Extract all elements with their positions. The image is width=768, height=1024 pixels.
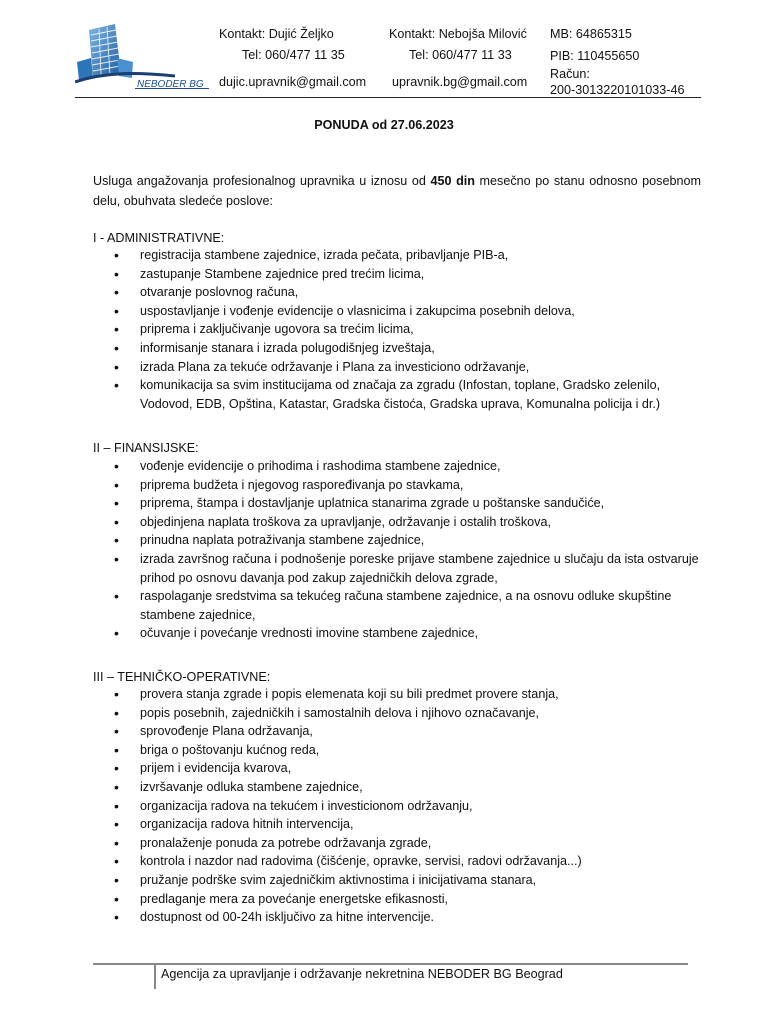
list-item: • prinudna naplata potraživanja stambene zajednice, xyxy=(112,531,702,550)
list-technical xyxy=(112,685,702,927)
section-heading-technical: III – TEHNIČKO-OPERATIVNE: xyxy=(93,670,271,684)
list-item: • zastupanje Stambene zajednice pred trećim licima, xyxy=(112,265,702,284)
contact2-email[interactable]: upravnik.bg@gmail.com xyxy=(392,75,528,89)
svg-text:NEBODER BG: NEBODER BG xyxy=(137,79,204,90)
list-item: • registracija stambene zajednice, izrada pečata, pribavljanje PIB-a, xyxy=(112,246,702,265)
list-item: • organizacija radova hitnih intervencija, xyxy=(112,815,702,834)
list-item: • prijem i evidencija kvarova, xyxy=(112,759,702,778)
company-racun: 200-3013220101033-46 xyxy=(550,83,685,97)
list-financial xyxy=(112,457,702,643)
document-title: PONUDA od 27.06.2023 xyxy=(314,118,454,132)
intro-text-before: Usluga angažovanja profesionalnog upravnika u iznosu od xyxy=(93,174,431,188)
contact1-tel: Tel: 060/477 11 35 xyxy=(242,48,345,62)
list-item: • briga o poštovanju kućnog reda, xyxy=(112,741,702,760)
contact1-name: Kontakt: Dujić Željko xyxy=(219,27,334,41)
intro-text-after: mesečno po stanu odnosno posebnom delu, obuhvata sledeće poslove: xyxy=(93,174,701,208)
list-item: • predlaganje mera za povećanje energetske efikasnosti, xyxy=(112,890,702,909)
contact2-name: Kontakt: Nebojša Milović xyxy=(389,27,527,41)
header-divider xyxy=(75,97,701,98)
list-item: • popis posebnih, zajedničkih i samostalnih delova i njihovo označavanje, xyxy=(112,704,702,723)
section-heading-financial: II – FINANSIJSKE: xyxy=(93,441,199,455)
list-item: • sprovođenje Plana održavanja, xyxy=(112,722,702,741)
neboder-bg-logo xyxy=(75,24,210,90)
list-item: • izvršavanje odluka stambene zajednice, xyxy=(112,778,702,797)
list-item: • priprema i zaključivanje ugovora sa trećim licima, xyxy=(112,320,702,339)
list-item: • izrada Plana za tekuće održavanje i Plana za investiciono održavanje, xyxy=(112,358,702,377)
company-mb: MB: 64865315 xyxy=(550,27,632,41)
contact2-tel: Tel: 060/477 11 33 xyxy=(409,48,512,62)
list-item: • priprema, štampa i dostavljanje uplatnica stanarima zgrade u poštanske sandučiće, xyxy=(112,494,702,513)
contact1-email[interactable]: dujic.upravnik@gmail.com xyxy=(219,75,367,89)
section-heading-administrative: I - ADMINISTRATIVNE: xyxy=(93,231,225,245)
footer-vertical-bar xyxy=(154,965,156,989)
footer-agency-name: Agencija za upravljanje i održavanje nekretnina NEBODER BG Beograd xyxy=(161,967,563,981)
list-administrative xyxy=(112,246,702,413)
company-racun-label: Račun: xyxy=(550,67,590,81)
list-item: • informisanje stanara i izrada polugodišnjeg izveštaja, xyxy=(112,339,702,358)
intro-paragraph xyxy=(93,172,701,211)
list-item: • očuvanje i povećanje vrednosti imovine stambene zajednice, xyxy=(112,624,702,643)
company-pib: PIB: 110455650 xyxy=(550,49,640,63)
list-item: • izrada završnog računa i podnošenje poreske prijave stambene zajednice u slučaju da ista ostvaruje prihod po osnovu davanja pod zakup zajedničkih delova zgrade, xyxy=(112,550,702,587)
footer-divider xyxy=(93,963,688,965)
list-item: • priprema budžeta i njegovog raspoređivanja po stavkama, xyxy=(112,476,702,495)
list-item: • uspostavljanje i vođenje evidencije o vlasnicima i zakupcima posebnih delova, xyxy=(112,302,702,321)
list-item: • dostupnost od 00-24h isključivo za hitne intervencije. xyxy=(112,908,702,927)
intro-amount: 450 din xyxy=(430,174,475,188)
list-item: • pronalaženje ponuda za potrebe održavanja zgrade, xyxy=(112,834,702,853)
list-item: • komunikacija sa svim institucijama od značaja za zgradu (Infostan, toplane, Gradsko zelenilo, Vodovod, EDB, Opština, Katastar, Gradska čistoća, Gradska uprava, Komunalna policija i dr.) xyxy=(112,376,702,413)
list-item: • provera stanja zgrade i popis elemenata koji su bili predmet provere stanja, xyxy=(112,685,702,704)
list-item: • kontrola i nazdor nad radovima (čišćenje, opravke, servisi, radovi održavanja...) xyxy=(112,852,702,871)
list-item: • raspolaganje sredstvima sa tekućeg računa stambene zajednice, a na osnovu odluke skupštine stambene zajednice, xyxy=(112,587,702,624)
list-item: • objedinjena naplata troškova za upravljanje, održavanje i ostalih troškova, xyxy=(112,513,702,532)
list-item: • pružanje podrške svim zajedničkim aktivnostima i inicijativama stanara, xyxy=(112,871,702,890)
list-item: • vođenje evidencije o prihodima i rashodima stambene zajednice, xyxy=(112,457,702,476)
list-item: • otvaranje poslovnog računa, xyxy=(112,283,702,302)
list-item: • organizacija radova na tekućem i investicionom održavanju, xyxy=(112,797,702,816)
